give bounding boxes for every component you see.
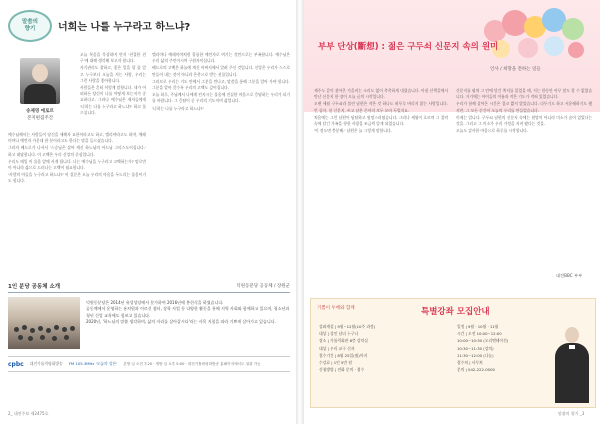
cpbc-fm: FM 105.3MHz '오늘의 강론' [68,361,118,366]
community-section-header [8,280,290,293]
cpbc-broadcast-bar [8,356,290,372]
promo-row: 문의 | 042-222-0000 [457,367,495,373]
section-title: 1인 분당 공동체 소개 [8,284,61,290]
page-folio-left: 2_ 대전주보 제2475호 [8,411,49,416]
news-line: 덕원동분당은 2014년 유성성당에서 분가하여 2016년에 봉헌식을 하였습니다. [86,300,224,305]
body-paragraph: 처음에는 그런 남편이 답답하고 원망스러웠습니다. 그러나 세월이 흐르며 그 절약 속에 담긴 가족을 향한 사랑을 조금씩 알게 되었습니다. [314,114,448,127]
promo-row: 10:30~11:30 (강의) [457,345,494,351]
author-name: 송제영 에로르 [26,109,54,114]
page-gutter [296,0,304,424]
article-subtitle: 인사 / 희망을 전하는 일들 [490,67,541,72]
body-paragraph: '이 정도면 충분해.' 남편은 늘 그렇게 말합니다. [314,128,392,134]
promo-kicker: 기쁨이 두배와 함께 [317,306,355,311]
column-badge [8,10,52,42]
promo-row: 대상 | 성인 남녀 누구나 [319,331,359,337]
promo-info-left [319,323,451,373]
promo-row: 수강료 | 1인 5만 원 [319,360,352,366]
body-paragraph: '사람의 아들을 누구라고 하느냐?' 이 질문은 오늘 우리의 마음을 두드리는 물음이기도 합니다. [8,172,146,184]
promo-row: 시간 | 오전 10:00~12:00 [457,331,502,337]
body-paragraph: 베드로의 고백은 하늘에 계신 아버지께서 알려 주신 것입니다. 신앙은 우리가 스스로 만들어 내는 것이 아니라 은총으로 받는 선물입니다. [152,65,290,77]
community-text [86,300,290,326]
body-paragraph: 우리가 함께 살아온 시간은 결코 짧지 않았습니다. 다투기도 하고 서운해하기도 했지만, 그 모든 순간이 오늘의 우리를 만들었습니다. [456,101,592,113]
body-paragraph: 예수님께서는 사람들이 당신을 세례자 요한이라고도 하고, 엘리야라고도 하며, 예레미야나 예언자 가운데 한 분이라고도 한다는 말을 들으셨습니다. [8,132,146,144]
intro-paragraph: 오늘 복음을 묵상하며 먼저 '친절한 친구'에 대해 생각해 보고자 합니다. [80,52,146,64]
body-paragraph: 이제는 압니다. 구두쇠 남편의 신문지 속에는 원망이 아니라 미소가 숨어 있었다는 것을. 그리고 그 미소가 우리 가정을 지켜 왔다는 것을. [456,114,592,127]
body-paragraph: 오늘도 감사한 마음으로 하루를 시작합니다. [456,128,529,134]
community-photo [8,297,80,349]
cpbc-channel: 대전가톨릭평화방송 [29,361,63,366]
promo-row: 접수기간 | 8월 25일(월)까지 [319,352,368,358]
promo-row: 접수처 | 사무처 [457,360,483,366]
promo-row: 일정 | 9월 · 10월 · 11월 [457,324,499,329]
family-illustration [480,6,590,64]
promo-title: 특별강좌 모집안내 [421,307,490,317]
intro-paragraph: 사람들은 흔히 이렇게 말합니다. 내가 어떠하든 당신이 나를 어떻게 보는지가 중요하다고. 그러나 예수님은 제자들에게 '너희는 나를 누구라고 하느냐?' 하고 물으십니다. [80,85,146,115]
page-folio-right: 말씀의 향기 _3 [558,411,585,416]
promo-info-right [457,323,547,373]
intro-paragraph: 자기관리도 잘하고, 좋은 일을 할 줄 알고 누구보다 오늘을 사는 사람, 우리는 그런 사람을 좋아합니다. [80,65,146,83]
cpbc-logo: cpbc [8,360,24,368]
body-paragraph: 신문지를 펼쳐 그 안에 담긴 쪽지를 읽었을 때, 저는 한동안 아무 말도 할 수 없었습니다. 거기에는 아이들의 이름과 작은 기도가 적혀 있었습니다. [456,88,592,100]
promo-row: 10:00~10:30 (오리엔테이션) [457,338,509,344]
intro-text [80,52,146,130]
column-2 [152,52,290,276]
right-page [304,0,600,424]
article-title-right: 부부 단상(斷想) : 젊은 구두쇠 신문지 속의 원미 [318,42,499,52]
column-badge-line-2: 향기 [24,26,36,32]
body-paragraph: 우리도 매일 이 물음 앞에 서게 됩니다. 나는 예수님을 누구라고 고백하는가? 말로만이 아니라 삶으로 드러나는 고백이 필요합니다. [8,158,146,171]
priest-photo [553,323,591,403]
body-paragraph: 그러므로 우리는 기도 안에서 그분을 만나고, 말씀을 통해 그분을 알아 가야 합니다. 그분을 알아 갈수록 우리의 고백도 깊어집니다. [152,78,290,91]
body-paragraph: 오랜 세월 구두쇠라 불린 남편은 작은 것 하나도 허투루 버리지 않는 사람입니다. 빈 상자, 헌 신문지, 쓰고 남은 끈까지 모두 모아 두었지요. [314,101,448,113]
body-paragraph: '너희는 나를 누구라고 하느냐?' [152,105,204,111]
author-role: 본지편집주간 [26,116,54,121]
article-title: 너희는 나를 누구라고 하느냐? [58,22,191,33]
promo-row: 신청방법 | 전화 문의 · 접수 [319,367,365,373]
promo-row: 장소 | 가톨릭회관 8층 강의실 [319,338,368,344]
lecture-promo-box [310,298,596,408]
news-line: 2020년, '하느님의 말씀 생각하며, 삶의 자리를 살아갑시다'라는 사목 지침을 따라 기쁘게 살아가고 있습니다. [86,319,276,325]
body-paragraph: 제주도 같이 찾아온 가을비는 소리도 없이 촉촉하게 내렸습니다. 아침 산책길에서 만난 신문지 한 장이 오늘 글의 시작입니다. [314,88,448,100]
body-paragraph: 오늘 하루, 주님께서 나에게 던지시는 물음에 진실한 마음으로 응답하는 우리가 되기를 바랍니다. 그 응답이 곧 우리의 기도이며 삶입니다. [152,92,290,104]
article-signature: 대전BBC 부부 [556,273,583,278]
promo-row: 강좌개설 | 9월~12월(10주 과정) [319,324,376,329]
right-column-2 [456,88,592,272]
body-paragraph: 그러자 베드로가 나서서 '스승님은 살아 계신 하느님의 아드님 그리스도이십니다.' 하고 대답합니다. 이 고백은 우리 신앙의 중심입니다. [8,145,146,157]
news-line: 공동체에서 운영하는 유치원과 어르신 쉼터, 장학 사업 등 다양한 활동을 통해 지역 사회와 함께하고 있으며, 청소년과 청년 신앙 교육에도 힘쓰고 있습니다. [86,306,290,318]
left-page [0,0,296,424]
cpbc-info: 본방 일 오전 7:20 · 재방 일 오후 5:00 · 대전가톨릭평화방송 홈페이지에서도 청취 가능 [123,361,261,366]
promo-row: 11:30~12:00 (나눔) [457,352,494,358]
column-1 [8,132,146,276]
right-column-1 [314,88,448,284]
author-photo [20,58,60,104]
promo-row: 대상 | 우리 교구 신자 [319,345,355,351]
section-subtitle: 덕원동분당 공동체 / 장원군 [236,284,290,289]
body-paragraph: 엘리야나 예레미야처럼 훌륭한 예언자로 여기는 것만으로는 부족합니다. 예수님은 우리 삶의 주인이시며 구원자이십니다. [152,52,290,64]
column-badge-line-1: 말씀의 [22,19,38,25]
